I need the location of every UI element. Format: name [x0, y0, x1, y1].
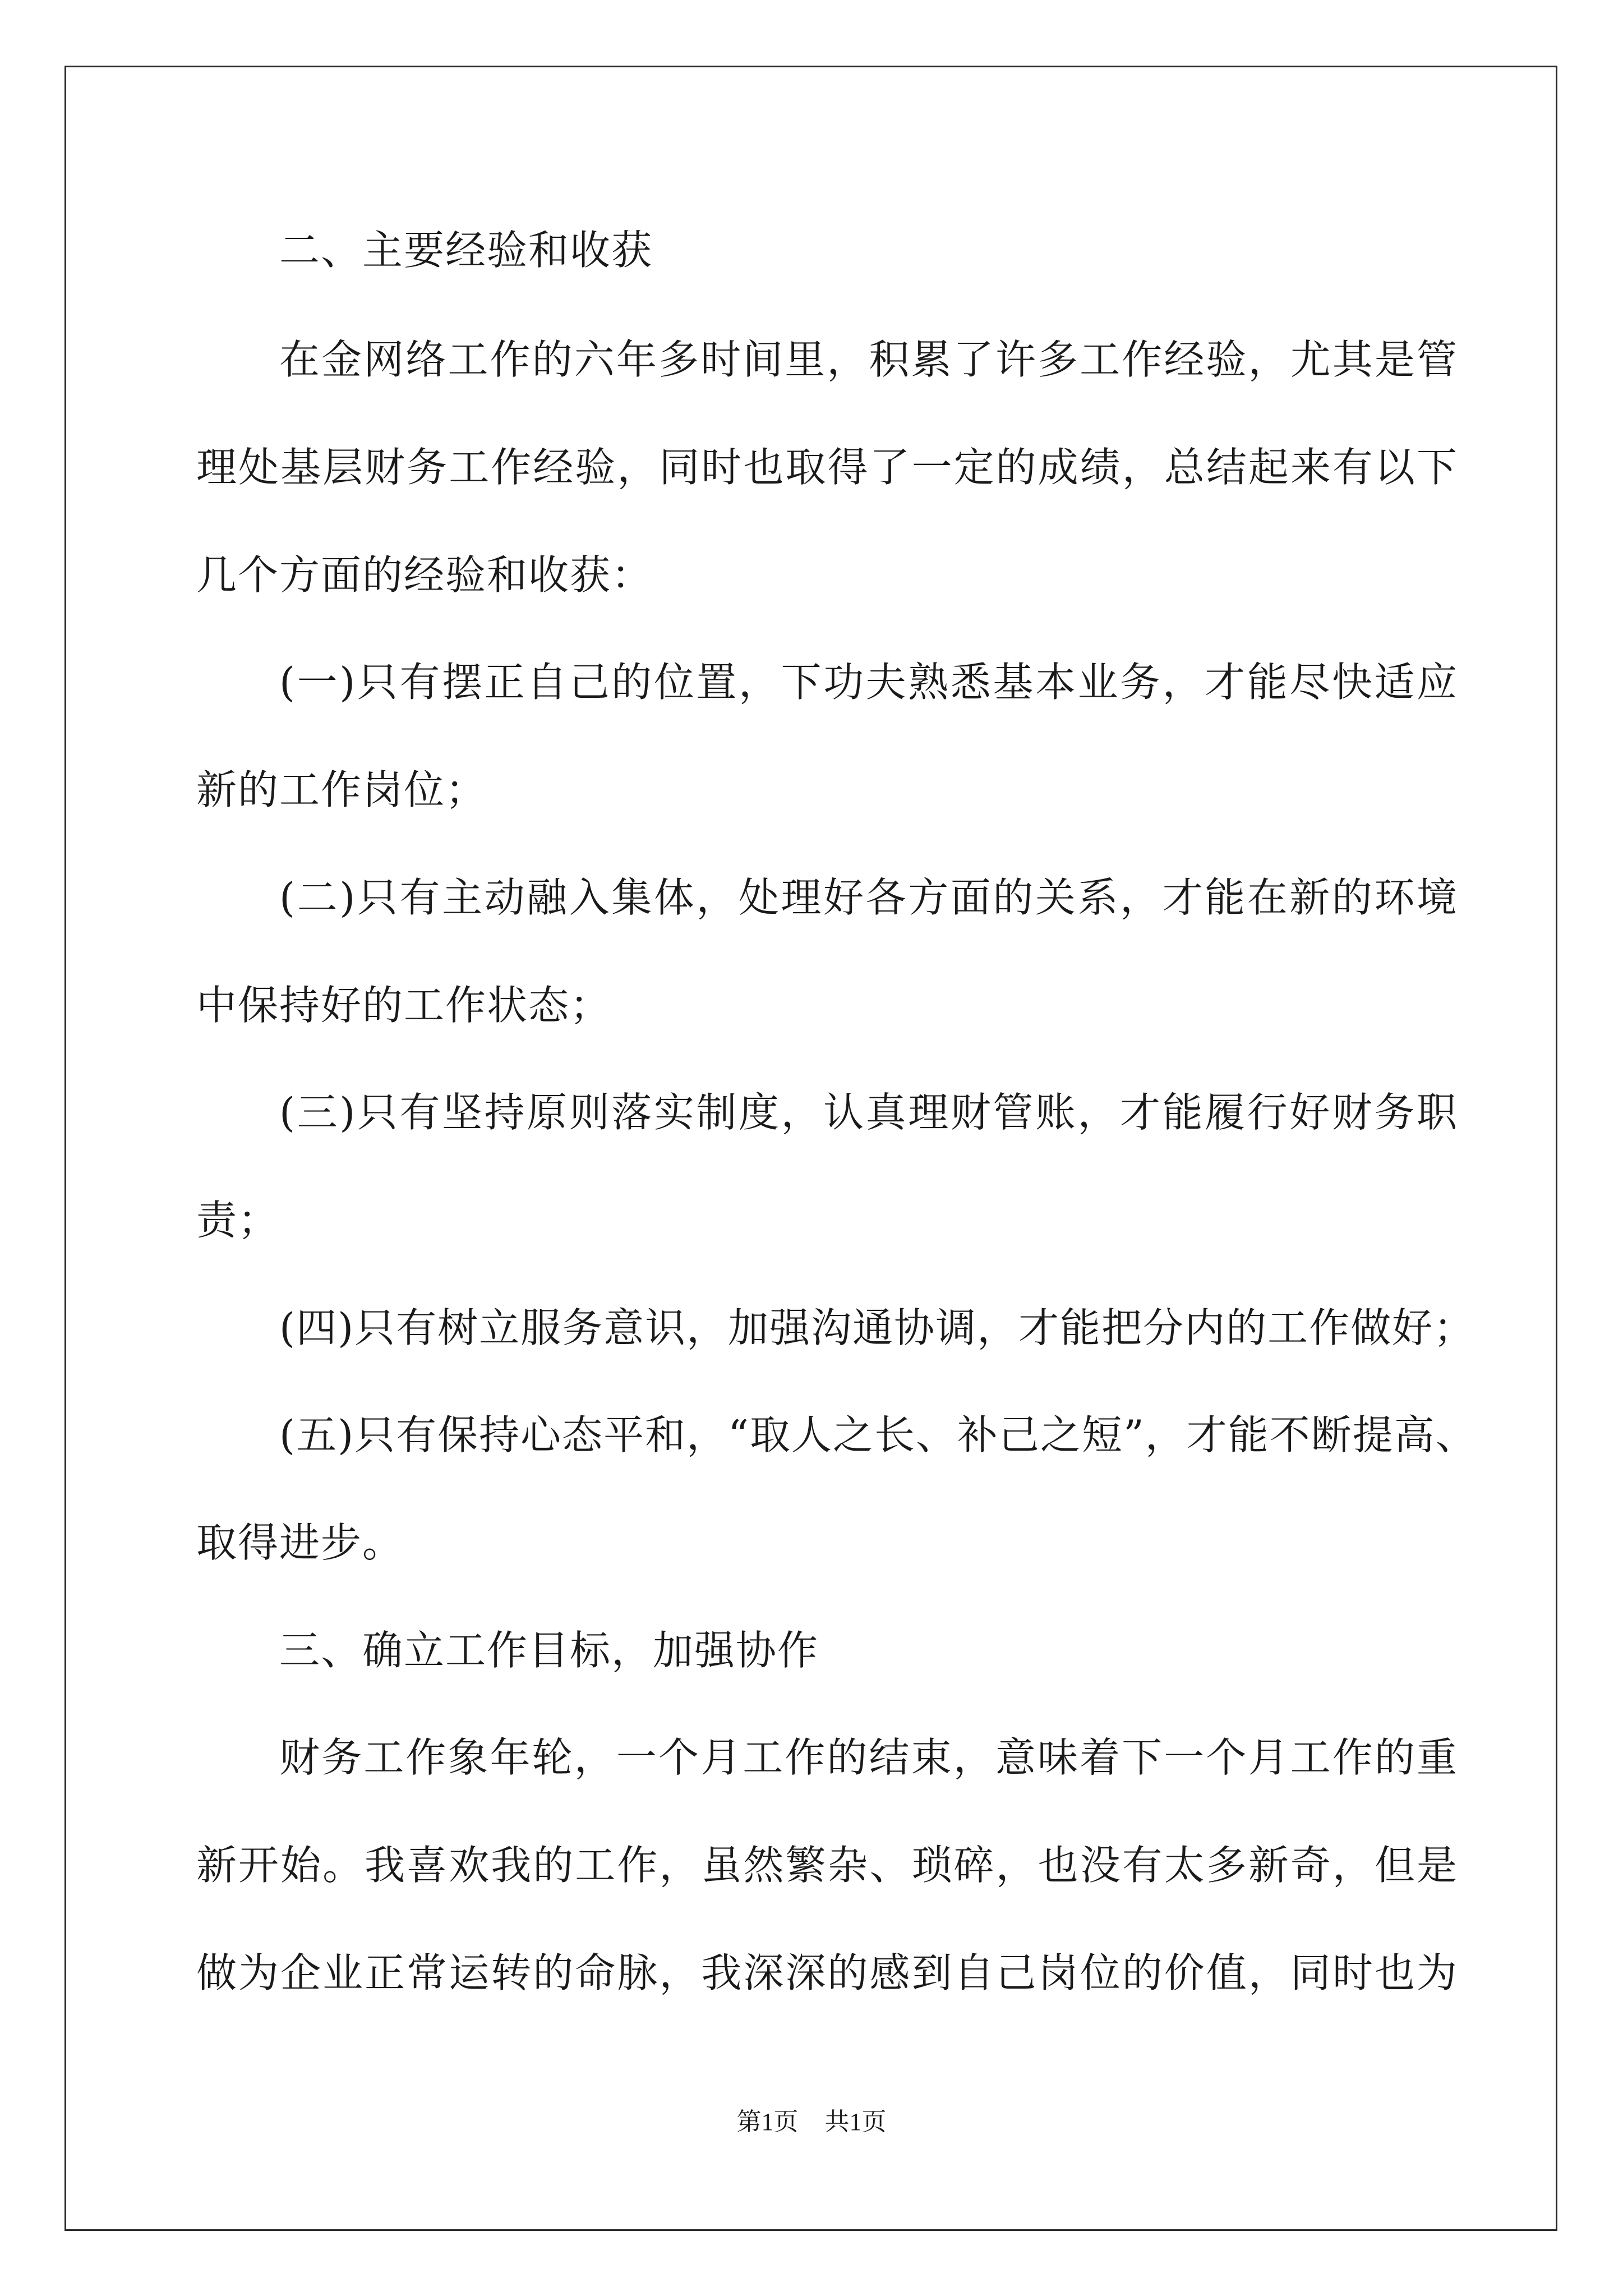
paragraph-line: 新开始。我喜欢我的工作，虽然繁杂、琐碎，也没有太多新奇，但是 — [196, 1842, 1458, 1889]
page-number-total: 共1页 — [824, 2108, 887, 2136]
list-item-line: (四)只有树立服务意识，加强沟通协调，才能把分内的工作做好； — [279, 1304, 1476, 1351]
page-border — [64, 66, 1557, 2231]
paragraph-line: 几个方面的经验和收获： — [196, 551, 653, 599]
paragraph-line: 在金网络工作的六年多时间里，积累了许多工作经验，尤其是管 — [279, 336, 1458, 383]
page-number-current: 第1页 — [736, 2108, 799, 2136]
list-item-line: (三)只有坚持原则落实制度，认真理财管账，才能履行好财务职 — [279, 1089, 1458, 1136]
list-item-line: 中保持好的工作状态； — [196, 982, 612, 1029]
list-item-line: 取得进步。 — [196, 1519, 404, 1566]
paragraph-line: 财务工作象年轮，一个月工作的结束，意味着下一个月工作的重 — [279, 1734, 1458, 1781]
list-item-line: 责； — [196, 1197, 280, 1244]
list-item-line: 新的工作岗位； — [196, 766, 487, 813]
paragraph-line: 理处基层财务工作经验，同时也取得了一定的成绩，总结起来有以下 — [196, 444, 1458, 491]
list-item-line: (五)只有保持心态平和，“取人之长、补己之短”，才能不断提高、 — [279, 1411, 1477, 1458]
page-footer — [0, 2106, 1623, 2138]
section-heading: 二、主要经验和收获 — [279, 227, 653, 274]
paragraph-line: 做为企业正常运转的命脉，我深深的感到自己岗位的价值，同时也为 — [196, 1949, 1458, 1996]
section-heading: 三、确立工作目标，加强协作 — [279, 1627, 819, 1674]
list-item-line: (二)只有主动融入集体，处理好各方面的关系，才能在新的环境 — [279, 874, 1458, 921]
list-item-line: (一)只有摆正自己的位置，下功夫熟悉基本业务，才能尽快适应 — [279, 659, 1458, 706]
